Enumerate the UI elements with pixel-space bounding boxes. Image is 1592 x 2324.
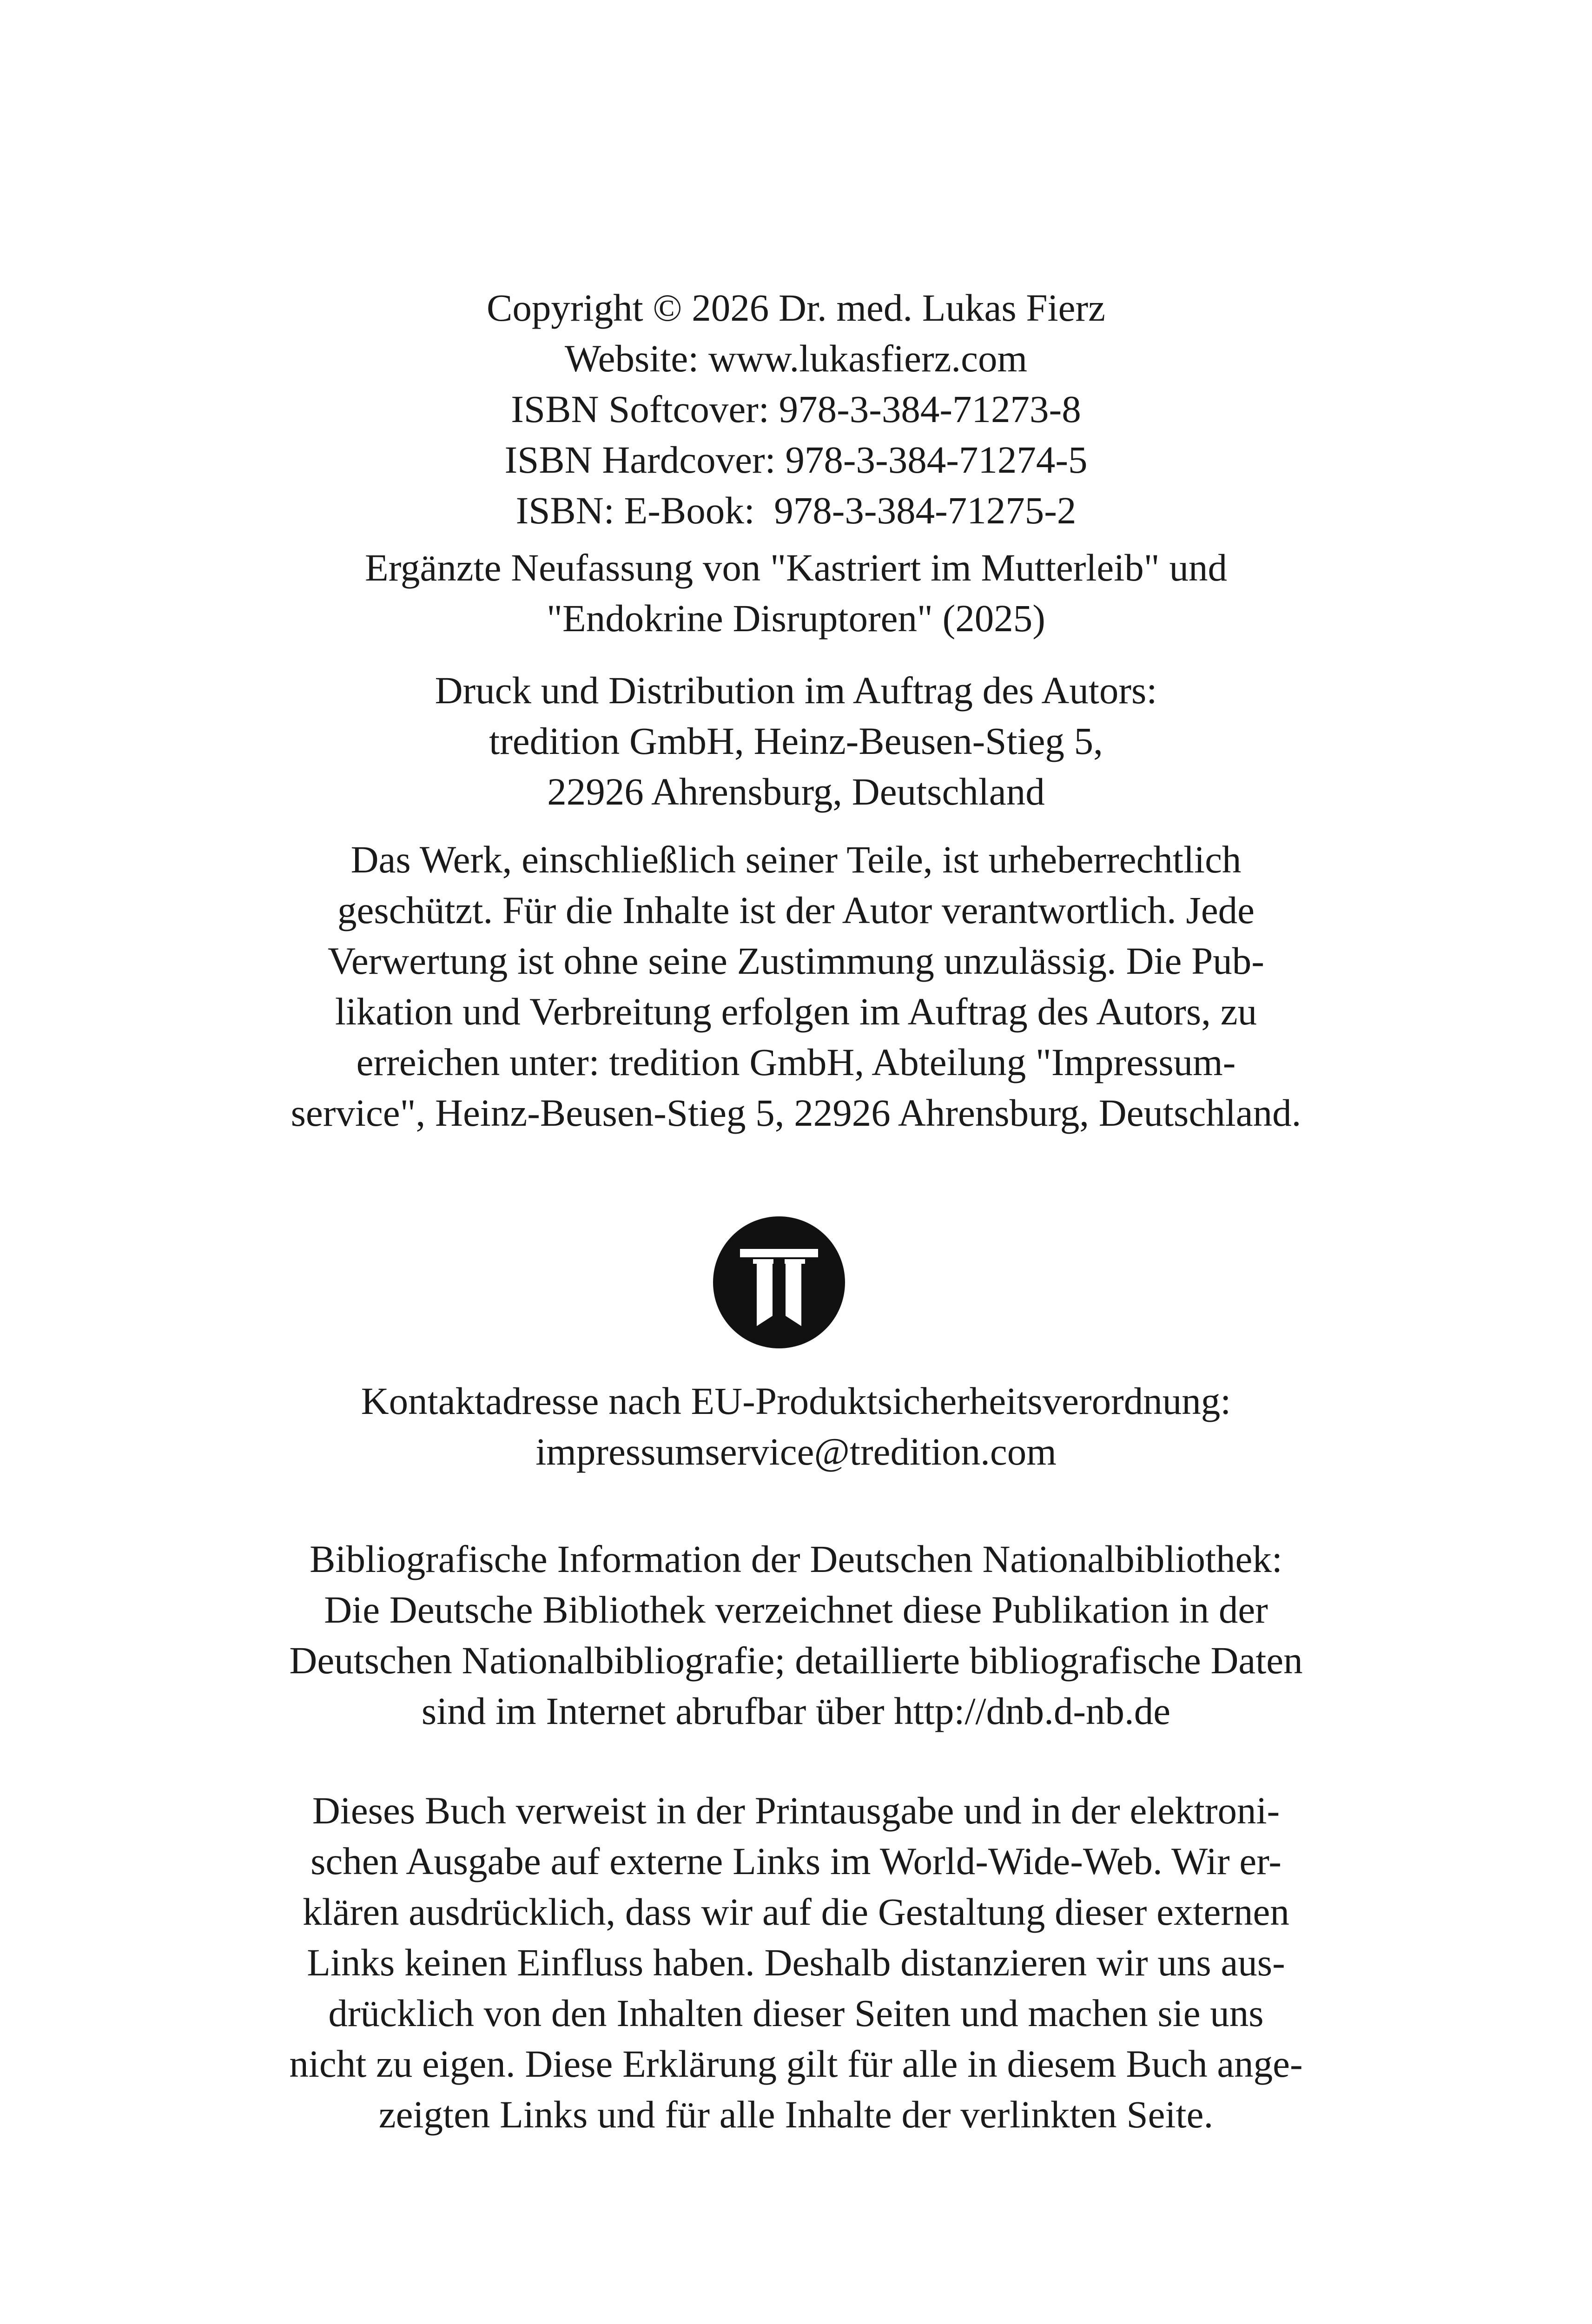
rights-line: geschützt. Für die Inhalte ist der Autor verantwortlich. Jede	[337, 889, 1255, 931]
rights-line: likation und Verbreitung erfolgen im Auftrag des Autors, zu	[335, 990, 1257, 1033]
print-line: Druck und Distribution im Auftrag des Autors:	[435, 669, 1157, 712]
contact-email: impressumservice@tredition.com	[535, 1430, 1057, 1473]
bibliographic-info	[0, 1534, 1592, 1736]
biblio-line: sind im Internet abrufbar über http://dnb.d-nb.de	[421, 1690, 1171, 1732]
contact-block	[0, 1376, 1592, 1477]
tredition-logo-icon	[713, 1216, 845, 1348]
disclaimer-line: Links keinen Einfluss haben. Deshalb distanzieren wir uns aus-	[307, 1941, 1285, 1984]
contact-heading: Kontaktadresse nach EU-Produktsicherheitsverordnung:	[361, 1380, 1231, 1422]
rights-line: erreichen unter: tredition GmbH, Abteilung "Impressum-	[356, 1041, 1236, 1083]
biblio-line: Bibliografische Information der Deutschen Nationalbibliothek:	[310, 1538, 1282, 1580]
links-disclaimer	[0, 1785, 1592, 2140]
rights-line: service", Heinz-Beusen-Stieg 5, 22926 Ahrensburg, Deutschland.	[291, 1091, 1301, 1134]
disclaimer-line: schen Ausgabe auf externe Links im World-Wide-Web. Wir er-	[310, 1840, 1282, 1882]
rights-line: Verwertung ist ohne seine Zustimmung unzulässig. Die Pub-	[328, 939, 1264, 982]
isbn-ebook-line: ISBN: E-Book: 978-3-384-71275-2	[515, 489, 1077, 532]
disclaimer-line: nicht zu eigen. Diese Erklärung gilt für alle in diesem Buch ange-	[289, 2042, 1303, 2085]
disclaimer-line: Dieses Buch verweist in der Printausgabe und in der elektroni-	[312, 1789, 1280, 1832]
biblio-line: Die Deutsche Bibliothek verzeichnet diese Publikation in der	[324, 1588, 1268, 1631]
print-line: 22926 Ahrensburg, Deutschland	[547, 770, 1045, 813]
print-distribution	[0, 665, 1592, 817]
rights-line: Das Werk, einschließlich seiner Teile, ist urheberrechtlich	[350, 838, 1242, 881]
isbn-softcover-line: ISBN Softcover: 978-3-384-71273-8	[511, 388, 1081, 430]
edition-line: Ergänzte Neufassung von "Kastriert im Mutterleib" und	[365, 546, 1227, 589]
disclaimer-line: drücklich von den Inhalten dieser Seiten und machen sie uns	[328, 1992, 1264, 2034]
isbn-hardcover-line: ISBN Hardcover: 978-3-384-71274-5	[504, 438, 1088, 481]
biblio-line: Deutschen Nationalbibliografie; detaillierte bibliografische Daten	[289, 1639, 1303, 1682]
website-line: Website: www.lukasfierz.com	[564, 337, 1028, 380]
disclaimer-line: klären ausdrücklich, dass wir auf die Gestaltung dieser externen	[303, 1890, 1289, 1933]
edition-note	[0, 542, 1592, 644]
copyright-block	[0, 283, 1592, 536]
print-line: tredition GmbH, Heinz-Beusen-Stieg 5,	[489, 720, 1103, 762]
disclaimer-line: zeigten Links und für alle Inhalte der verlinkten Seite.	[378, 2093, 1214, 2136]
edition-line: "Endokrine Disruptoren" (2025)	[547, 597, 1045, 640]
rights-notice	[0, 834, 1592, 1138]
copyright-line: Copyright © 2026 Dr. med. Lukas Fierz	[487, 286, 1105, 329]
